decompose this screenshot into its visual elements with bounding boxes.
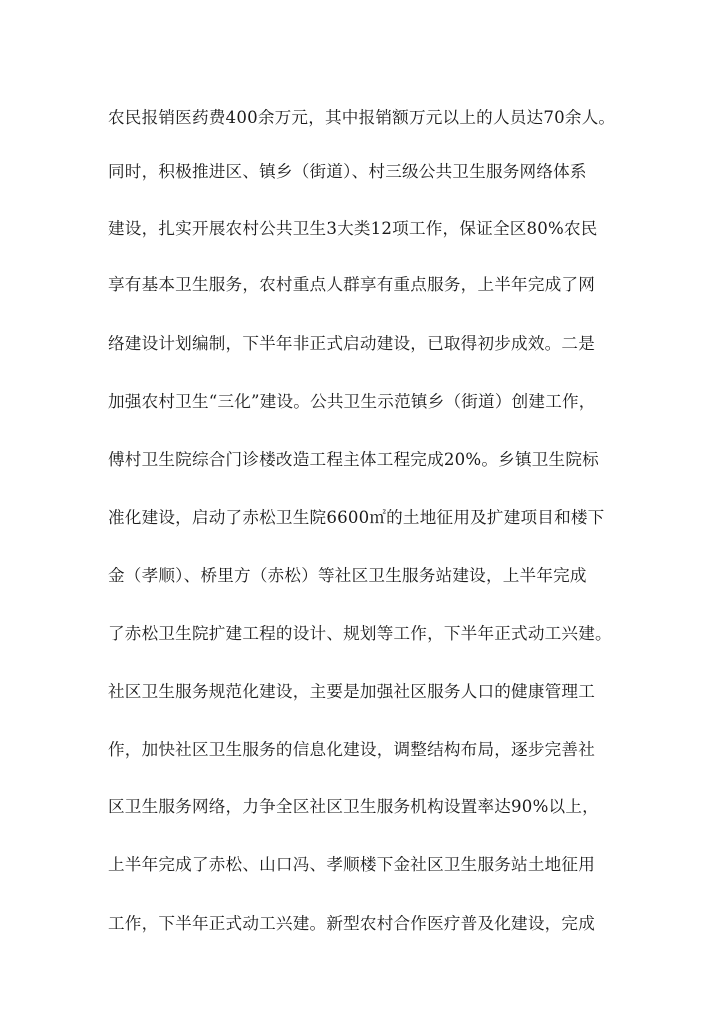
text-line: 建设，扎实开展农村公共卫生3大类12项工作，保证全区80%农民 xyxy=(108,219,598,238)
text-line: 享有基本卫生服务，农村重点人群享有重点服务，上半年完成了网 xyxy=(108,275,596,294)
text-line: 傅村卫生院综合门诊楼改造工程主体工程完成20%。乡镇卫生院标 xyxy=(108,450,599,469)
text-line: 金（孝顺）、桥里方（赤松）等社区卫生服务站建设，上半年完成 xyxy=(108,566,587,585)
text-line: 农民报销医药费400余万元，其中报销额万元以上的人员达70余人。 xyxy=(108,108,616,127)
text-line: 准化建设，启动了赤松卫生院6600㎡的土地征用及扩建项目和楼下 xyxy=(108,508,605,527)
text-line: 上半年完成了赤松、山口冯、孝顺楼下金社区卫生服务站土地征用 xyxy=(108,855,596,874)
text-line: 络建设计划编制，下半年非正式启动建设，已取得初步成效。二是 xyxy=(108,334,596,353)
text-line: 作，加快社区卫生服务的信息化建设，调整结构布局，逐步完善社 xyxy=(108,740,596,759)
text-line: 了赤松卫生院扩建工程的设计、规划等工作，下半年正式动工兴建。 xyxy=(108,624,612,643)
text-line: 区卫生服务网络，力争全区社区卫生服务机构设置率达90%以上， xyxy=(108,797,599,816)
text-line: 加强农村卫生“三化”建设。公共卫生示范镇乡（街道）创建工作， xyxy=(108,392,596,411)
text-line: 社区卫生服务规范化建设，主要是加强社区服务人口的健康管理工 xyxy=(108,682,596,701)
text-line: 同时，积极推进区、镇乡（街道）、村三级公共卫生服务网络体系 xyxy=(108,162,587,181)
text-line: 工作，下半年正式动工兴建。新型农村合作医疗普及化建设，完成 xyxy=(108,914,596,933)
